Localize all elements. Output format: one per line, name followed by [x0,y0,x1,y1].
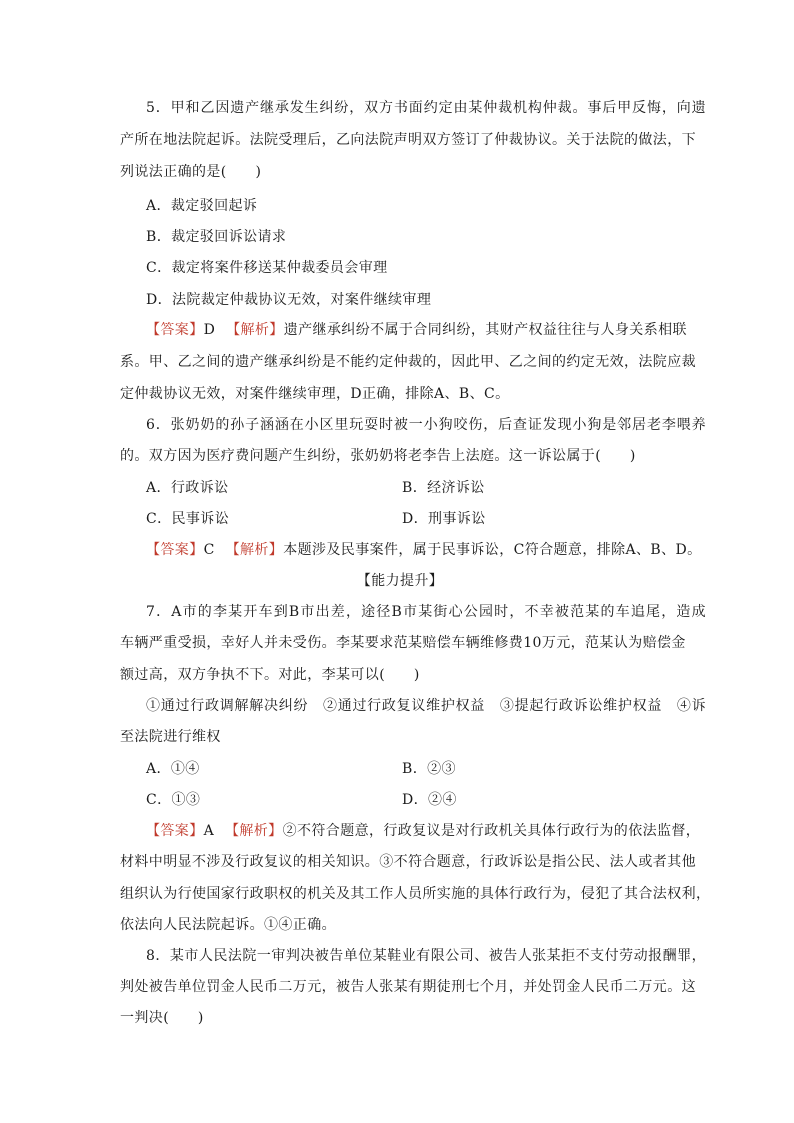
q6-option-b: B．经济诉讼 [402,480,485,496]
q7-stem-line-1: 7．A市的李某开车到B市出差，途径B市某街心公园时，不幸被范某的车追尾，造成 [146,604,706,620]
q5-stem-line-3: 列说法正确的是( ) [120,164,262,180]
answer-label: 【答案】 [146,542,204,558]
q7-answer-line [146,819,706,843]
q5-stem-line-2: 产所在地法院起诉。法院受理后，乙向法院声明双方签订了仲裁协议。关于法院的做法，下 [120,132,696,148]
analysis-text: 遗产继承纠纷不属于合同纠纷，其财产权益往往与人身关系相联 [283,322,687,338]
q6-options-row-2 [146,507,706,531]
analysis-label: 【解析】 [225,542,284,558]
section-title: 【能力提升】 [356,573,444,589]
answer-value: A [203,823,215,839]
analysis-text: 本题涉及民事案件，属于民事诉讼，C符合题意，排除A、B、D。 [283,542,702,558]
q5-option-d: D．法院裁定仲裁协议无效，对案件继续审理 [146,292,432,308]
q7-analysis-line-2: 材料中明显不涉及行政复议的相关知识。③不符合题意，行政诉讼是指公民、法人或者其他 [120,854,696,870]
q8-stem-line-2: 判处被告单位罚金人民币二万元，被告人张某有期徒刑七个月，并处罚金人民币二万元。这 [120,979,696,995]
q6-stem-line-2: 的。双方因为医疗费问题产生纠纷，张奶奶将老李告上法庭。这一诉讼属于( ) [120,448,636,464]
analysis-label: 【解析】 [224,823,283,839]
q7-items-line-2: 至法院进行维权 [120,729,221,745]
q8-stem-line-3: 一判决( ) [120,1010,204,1026]
answer-label: 【答案】 [146,823,204,839]
q7-option-c: C．①③ [146,792,201,808]
q6-stem-line-1: 6．张奶奶的孙子涵涵在小区里玩耍时被一小狗咬伤，后查证发现小狗是邻居老李喂养 [146,417,706,433]
q7-analysis-line-4: 依法向人民法院起诉。①④正确。 [120,917,336,933]
q5-stem-line-1: 5．甲和乙因遗产继承发生纠纷，双方书面约定由某仲裁机构仲裁。事后甲反悔，向遗 [146,100,706,116]
q6-option-a: A．行政诉讼 [146,480,229,496]
q7-option-d: D．②④ [402,792,457,808]
q5-analysis-line-3: 定仲裁协议无效，对案件继续审理，D正确，排除A、B、C。 [120,386,510,402]
analysis-text: ②不符合题意，行政复议是对行政机关具体行政行为的依法监督， [282,823,701,839]
q7-stem-line-2: 车辆严重受损，幸好人并未受伤。李某要求范某赔偿车辆维修费10万元，范某认为赔偿金 [120,635,686,651]
q7-stem-line-3: 额过高，双方争执不下。对此，李某可以( ) [120,667,420,683]
q6-answer-line [146,538,706,562]
answer-value: C [203,542,215,558]
q6-option-c: C．民事诉讼 [146,511,230,527]
q8-stem-line-1: 8．某市人民法院一审判决被告单位某鞋业有限公司、被告人张某拒不支付劳动报酬罪， [146,948,706,964]
analysis-label: 【解析】 [226,322,284,338]
q5-analysis-line-2: 系。甲、乙之间的遗产继承纠纷是不能约定仲裁的，因此甲、乙之间的约定无效，法院应裁 [120,354,696,370]
q7-options-row-2 [146,788,706,812]
answer-label: 【答案】 [146,322,204,338]
q6-options-row-1 [146,476,706,500]
q7-option-b: B．②③ [402,761,456,777]
answer-value: D [203,322,216,338]
q7-option-a: A．①④ [146,761,200,777]
q5-option-b: B．裁定驳回诉讼请求 [146,229,287,245]
q5-answer-line [146,318,706,342]
q5-option-a: A．裁定驳回起诉 [146,198,258,214]
q7-options-row-1 [146,757,706,781]
q7-items-line-1: ①通过行政调解解决纠纷 ②通过行政复议维护权益 ③提起行政诉讼维护权益 ④诉 [146,698,706,714]
q7-analysis-line-3: 组织认为行使国家行政职权的机关及其工作人员所实施的具体行政行为，侵犯了其合法权利， [120,886,711,902]
q5-option-c: C．裁定将案件移送某仲裁委员会审理 [146,260,388,276]
q6-option-d: D．刑事诉讼 [402,511,486,527]
